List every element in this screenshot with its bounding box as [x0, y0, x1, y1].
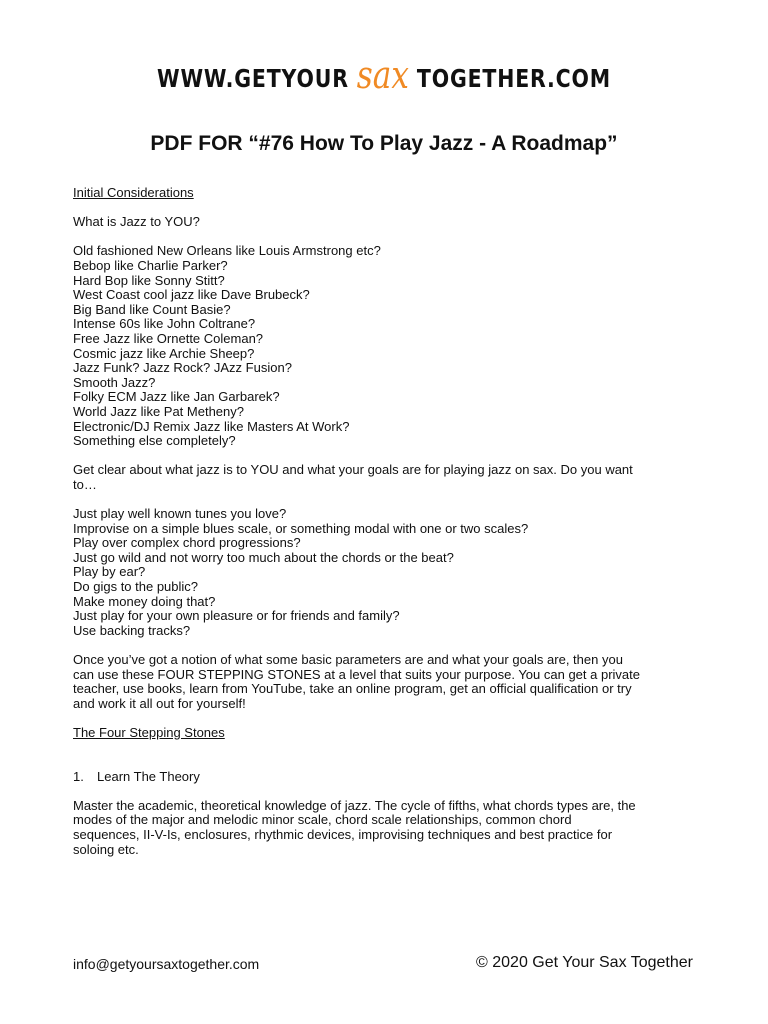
- paragraph-line: sequences, II-V-Is, enclosures, rhythmic devices, improvising techniques and best practice for: [73, 826, 613, 842]
- list-item: Just play for your own pleasure or for friends and family?: [73, 608, 400, 624]
- list-item: Just play well known tunes you love?: [73, 506, 287, 522]
- list-item: Play by ear?: [73, 564, 146, 580]
- page-title: PDF FOR “#76 How To Play Jazz - A Roadmap”: [150, 132, 618, 155]
- list-item: Smooth Jazz?: [73, 374, 156, 390]
- footer-email: info@getyoursaxtogether.com: [73, 956, 260, 972]
- list-item: Just go wild and not worry too much about the chords or the beat?: [73, 549, 454, 565]
- list-item: Bebop like Charlie Parker?: [73, 257, 228, 273]
- footer-copyright: © 2020 Get Your Sax Together: [476, 954, 693, 971]
- paragraph-line: can use these FOUR STEPPING STONES at a level that suits your purpose. You can get a private: [73, 666, 640, 682]
- jazz-styles-list: [73, 244, 698, 448]
- list-item: Something else completely?: [73, 433, 236, 449]
- section-heading-four-stepping-stones: The Four Stepping Stones: [73, 724, 225, 740]
- list-item: Jazz Funk? Jazz Rock? JAzz Fusion?: [73, 360, 292, 376]
- site-logo: [69, 52, 699, 96]
- logo-sax-script: sax: [356, 53, 409, 97]
- item-title: Learn The Theory: [97, 768, 200, 784]
- item-number: 1.: [73, 768, 84, 784]
- list-item: Cosmic jazz like Archie Sheep?: [73, 345, 255, 361]
- goals-intro-line: to…: [73, 476, 97, 492]
- paragraph-line: modes of the major and melodic minor scale, chord scale relationships, common chord: [73, 812, 572, 828]
- list-item: Folky ECM Jazz like Jan Garbarek?: [73, 389, 280, 405]
- summary-paragraph: [73, 653, 698, 711]
- goals-intro-line: Get clear about what jazz is to YOU and what your goals are for playing jazz on sax. Do you want: [73, 462, 633, 478]
- list-item: Make money doing that?: [73, 593, 216, 609]
- list-item: Intense 60s like John Coltrane?: [73, 316, 256, 332]
- list-item: Use backing tracks?: [73, 622, 191, 638]
- logo-text-start: WWW.GETYOUR: [157, 64, 349, 93]
- list-item: Electronic/DJ Remix Jazz like Masters At Work?: [73, 418, 350, 434]
- numbered-item-heading: [73, 770, 698, 785]
- logo-text-end: TOGETHER.COM: [416, 64, 611, 93]
- list-item: West Coast cool jazz like Dave Brubeck?: [73, 287, 310, 303]
- paragraph-line: soloing etc.: [73, 841, 139, 857]
- question-text: What is Jazz to YOU?: [73, 214, 200, 230]
- list-item: Do gigs to the public?: [73, 579, 199, 595]
- list-item: Big Band like Count Basie?: [73, 301, 231, 317]
- list-item: Improvise on a simple blues scale, or something modal with one or two scales?: [73, 520, 529, 536]
- goals-list: [73, 507, 698, 638]
- list-item: World Jazz like Pat Metheny?: [73, 403, 244, 419]
- paragraph-line: Once you’ve got a notion of what some basic parameters are and what your goals are, then you: [73, 652, 623, 667]
- list-item: Old fashioned New Orleans like Louis Armstrong etc?: [73, 243, 381, 259]
- document-body: [73, 186, 698, 857]
- list-item: Free Jazz like Ornette Coleman?: [73, 330, 264, 346]
- list-item: Hard Bop like Sonny Stitt?: [73, 272, 225, 288]
- paragraph-line: teacher, use books, learn from YouTube, take an online program, get an official qualification or try: [73, 681, 632, 697]
- section-heading-initial-considerations: Initial Considerations: [73, 185, 194, 200]
- theory-paragraph: [73, 799, 698, 857]
- paragraph-line: and work it all out for yourself!: [73, 695, 246, 711]
- paragraph-line: Master the academic, theoretical knowledge of jazz. The cycle of fifths, what chords types are, the: [73, 797, 636, 813]
- list-item: Play over complex chord progressions?: [73, 535, 301, 551]
